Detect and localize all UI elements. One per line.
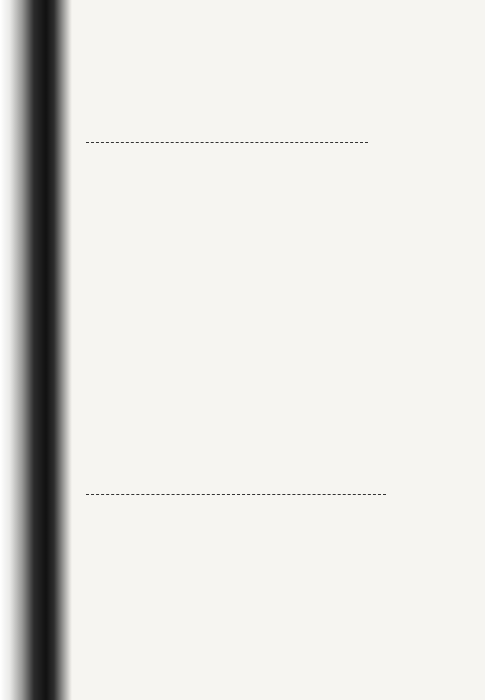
book-binding-shadow [0,0,72,700]
divider-line [86,494,386,495]
divider-line [86,142,368,143]
